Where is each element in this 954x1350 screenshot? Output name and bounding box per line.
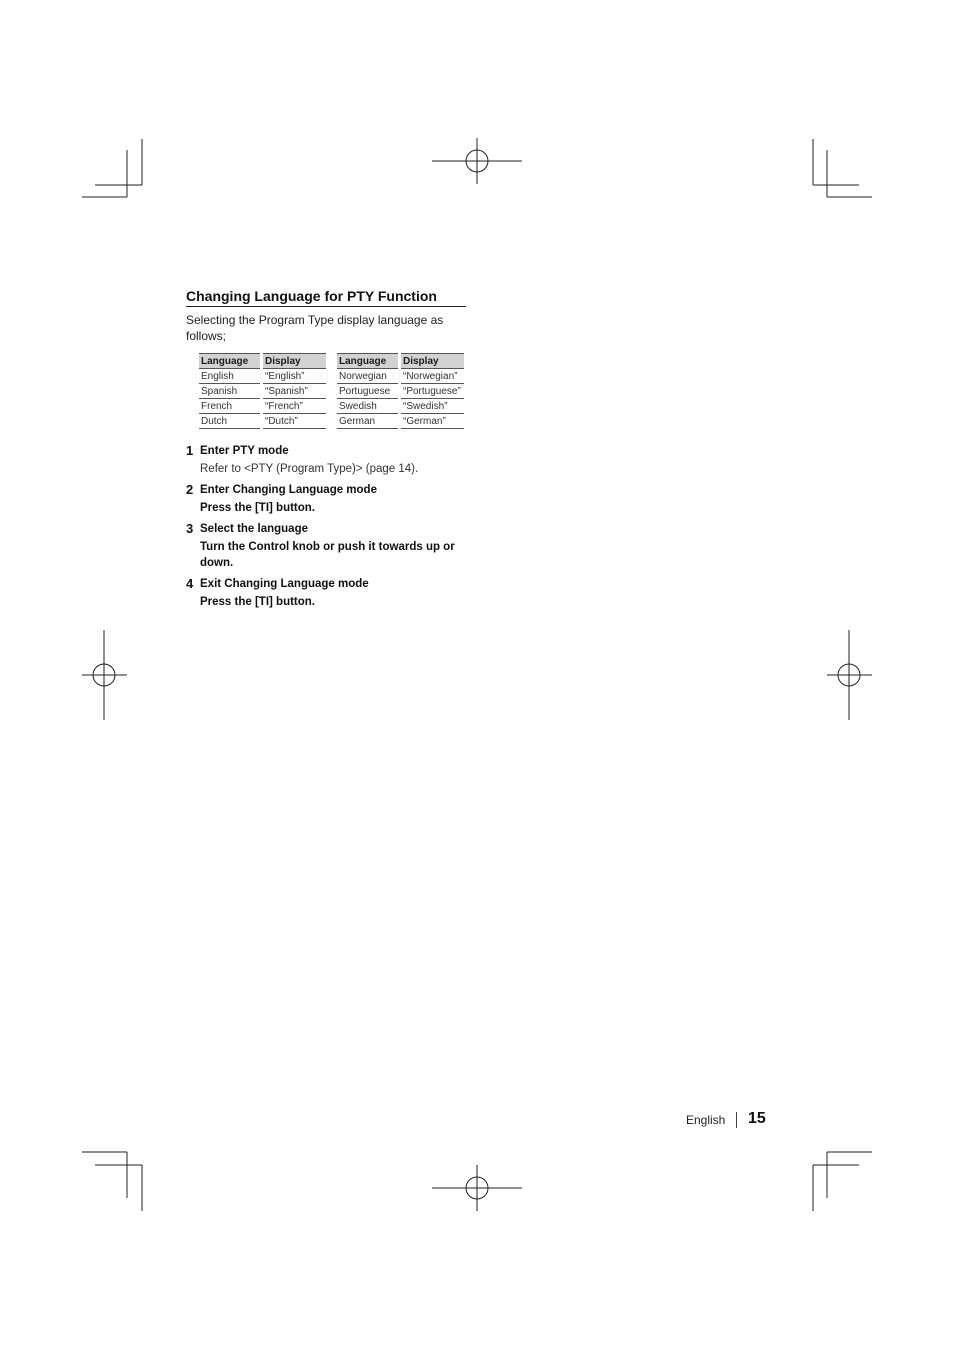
header-language: Language bbox=[199, 354, 260, 369]
cell-display: “Spanish” bbox=[263, 384, 326, 399]
table-row bbox=[199, 399, 326, 414]
cell-display: “Dutch” bbox=[263, 414, 326, 429]
step-title: Exit Changing Language mode bbox=[200, 578, 369, 590]
step-number: 4 bbox=[186, 576, 194, 591]
step-number: 1 bbox=[186, 443, 194, 458]
step-number: 3 bbox=[186, 521, 194, 536]
table-row bbox=[199, 384, 326, 399]
table-row bbox=[337, 399, 464, 414]
cell-language: Swedish bbox=[337, 399, 398, 414]
header-display: Display bbox=[263, 354, 326, 369]
step-text: Turn the Control knob or push it towards up or down. bbox=[200, 541, 455, 569]
intro-text: Selecting the Program Type display language as follows; bbox=[186, 313, 444, 343]
cell-display: “French” bbox=[263, 399, 326, 414]
footer-separator bbox=[736, 1112, 737, 1128]
footer-language: English bbox=[686, 1113, 726, 1127]
table-row bbox=[199, 414, 326, 429]
table-row bbox=[199, 369, 326, 384]
table-row bbox=[337, 369, 464, 384]
step-title: Enter PTY mode bbox=[200, 445, 289, 457]
table-header-row bbox=[337, 354, 464, 369]
cell-display: “Portuguese” bbox=[401, 384, 464, 399]
header-language: Language bbox=[337, 354, 398, 369]
header-display: Display bbox=[401, 354, 464, 369]
step-text: Press the [TI] button. bbox=[200, 596, 315, 608]
section-title: Changing Language for PTY Function bbox=[186, 288, 466, 307]
step-title: Select the language bbox=[200, 523, 309, 535]
step-number: 2 bbox=[186, 482, 194, 497]
table-row bbox=[337, 414, 464, 429]
cell-display: “Swedish” bbox=[401, 399, 464, 414]
table-row bbox=[337, 384, 464, 399]
step-text: Refer to <PTY (Program Type)> (page 14). bbox=[200, 463, 419, 475]
cell-display: “German” bbox=[401, 414, 464, 429]
cell-language: Dutch bbox=[199, 414, 260, 429]
cell-language: Spanish bbox=[199, 384, 260, 399]
cell-display: “English” bbox=[263, 369, 326, 384]
cell-language: English bbox=[199, 369, 260, 384]
step-title: Enter Changing Language mode bbox=[200, 484, 377, 496]
page-number: 15 bbox=[748, 1110, 766, 1127]
table-header-row bbox=[199, 354, 326, 369]
step-text: Press the [TI] button. bbox=[200, 502, 315, 514]
cell-display: “Norwegian” bbox=[401, 369, 464, 384]
cell-language: German bbox=[337, 414, 398, 429]
language-table-right bbox=[337, 353, 464, 429]
cell-language: French bbox=[199, 399, 260, 414]
cell-language: Portuguese bbox=[337, 384, 398, 399]
cell-language: Norwegian bbox=[337, 369, 398, 384]
language-table-left bbox=[199, 353, 326, 429]
